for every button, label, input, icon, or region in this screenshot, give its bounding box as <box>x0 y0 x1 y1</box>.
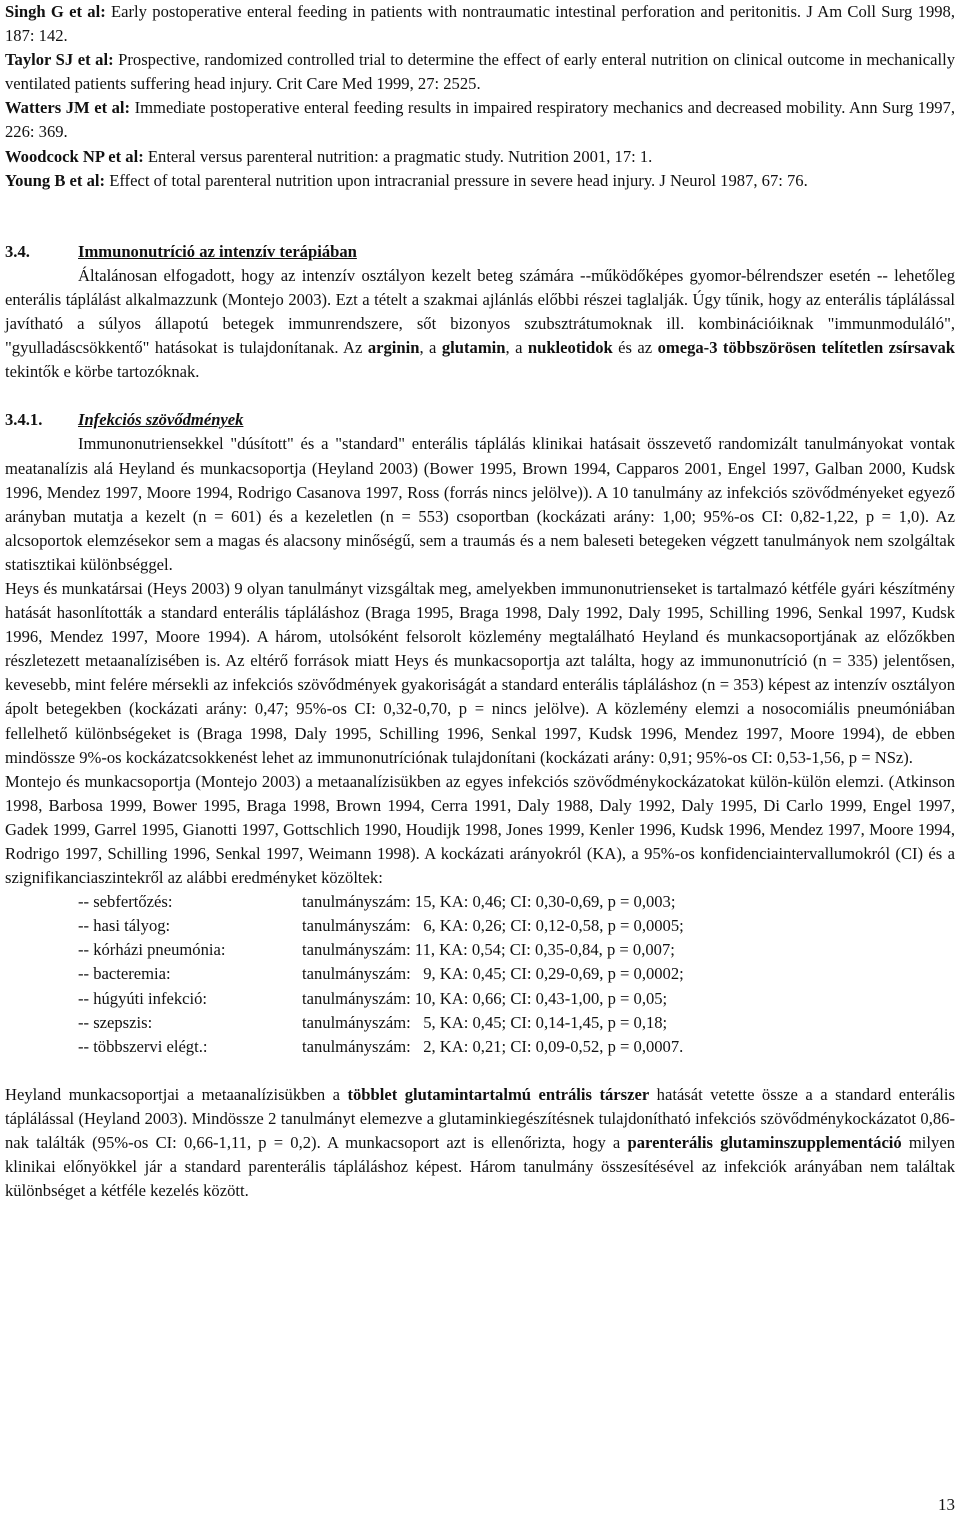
reference-item <box>5 145 955 169</box>
list-item: -- bacteremia: tanulmányszám: 9, KA: 0,45; CI: 0,29-0,69, p = 0,0002; <box>78 964 684 984</box>
reference-author: Young B et al: <box>5 170 106 190</box>
subsection-number: 3.4.1. <box>5 410 43 430</box>
paragraph: Immunonutriensekkel "dúsított" és a "standard" enterális táplálás klinikai hatásait összevető randomizált tanulmányokat vontak meatanalízis alá Heyland és munkacsoportja (Heyland 2003) (Bower 1995, Brown 1994, Capparos 2001, Engel 1997, Galban 2000, Kudsk 1996, Mendez 1997, Moore 1994, Rodrigo Casanova 1997, Ross (forrás nincs jelölve)). A 10 tanulmány az infekciós szövődményeket egyező arányban mutatja a kezelt (n = 601) és a kezeletlen (n = 553) csoportban (kockázati arány: 1,00; 95%-os CI: 0,82-1,22, p = 1,0). Az alcsoportok elemzésekor sem a magas és alacsony minőségű, sem a traumás és a nem baleseti betegeken végzett tanulmányok nem szolgáltak statisztikai különbséggel. <box>5 434 955 574</box>
subsection-heading <box>5 408 955 432</box>
reference-list <box>5 0 955 193</box>
reference-author: Singh G et al: <box>5 2 106 21</box>
section-number: 3.4. <box>5 241 30 261</box>
section-heading <box>5 240 955 264</box>
section-title: Immunonutríció az intenzív terápiában <box>78 241 357 261</box>
reference-text: Prospective, randomized controlled trial to determine the effect of early enteral nutrition on clinical outcome in mechanically ventilated patients suffering head injury. Crit Care Med 1999, 27: 2525. <box>5 50 955 94</box>
list-item: -- többszervi elégt.: tanulmányszám: 2, KA: 0,21; CI: 0,09-0,52, p = 0,0007. <box>78 1036 684 1056</box>
reference-text: Effect of total parenteral nutrition upon intracranial pressure in severe head injury. J Neurol 1987, 67: 76. <box>105 170 808 190</box>
reference-item <box>5 96 955 144</box>
paragraph: Heys és munkatársai (Heys 2003) 9 olyan tanulmányt vizsgáltak meg, amelyekben immunonutrienseket is tartalmazó kétféle gyári készítmény hatását hasonlították a standard enterális tápláláshoz (Braga 1995, Braga 1998, Daly 1992, Daly 1995, Schilling 1996, Senkal 1997, Kudsk 1996, Mendez 1997, Moore 1994). A három, utolsóként felsorolt közlemény megtalálható Heyland és munkacsoportjának az előzőkben részletezett metaanalízisében is. Az eltérő források miatt Heys és munkacsoportja azt találta, hogy az immunonutríció (n = 335) jelentősen, kevesebb, mint felére mérsekli az infekciós szövődmények gyakoriságát a standard enterális tápláláshoz (n = 353) képest az intenzív osztályon ápolt betegekben (kockázati arány: 0,47; 95%-os CI: 0,32-0,70, p = nincs jelölve). A közlemény elemzi a nosocomiális pneumóniában fellelhető különbségeket is (Braga 1998, Daly 1995, Schilling 1996, Senkal 1997, Kudsk 1996, Mendez 1997, Moore 1994), de ebben mindössze 9%-os kockázatcsokkenést lehet az immunonutríciónak tulajdonítani (kockázati arány: 0,91; 95%-os CI: 0,53-1,56, p = NSz). <box>5 578 955 767</box>
risk-ratio-list <box>78 890 955 1059</box>
paragraph: Heyland munkacsoportjai a metaanalízisükben a többlet glutamintartalmú entrális társzer hatását vetette össze a a standard enterális táplálással (Heyland 2003). Mindössze 2 tanulmányt elemezve a glutaminkiegészítésnek tulajdonítható infekciós szövődménykockázatot 0,86-nak találták (95%-os CI: 0,66-1,11, p = 0,2). A munkacsoport azt is ellenőrizta, hogy a parenterális glutaminszupplementáció milyen klinikai előnyökkel jár a standard parenterális tápláláshoz képest. Három tanulmány összesítésével az infekciók arányában nem találtak különbséget a kétféle kezelés között. <box>5 1084 955 1201</box>
reference-text: Immediate postoperative enteral feeding results in impaired respiratory mechanics and decreased mobility. Ann Surg 1997, 226: 369. <box>5 98 955 142</box>
list-item: -- kórházi pneumónia: tanulmányszám: 11, KA: 0,54; CI: 0,35-0,84, p = 0,007; <box>78 940 675 960</box>
reference-author: Taylor SJ et al: <box>5 50 114 70</box>
list-item: -- szepszis: tanulmányszám: 5, KA: 0,45; CI: 0,14-1,45, p = 0,18; <box>78 1012 668 1032</box>
reference-item <box>5 169 955 193</box>
reference-text: Early postoperative enteral feeding in patients with nontraumatic intestinal perforation and peritonitis. J Am Coll Surg 1998, 187: 142. <box>5 2 955 46</box>
subsection-title: Infekciós szövődmények <box>78 410 244 430</box>
section-paragraph: Általánosan elfogadott, hogy az intenzív osztályon kezelt beteg számára --működőképes gyomor-bélrendszer esetén -- lehetőleg enterális táplálást alkalmazzunk (Montejo 2003). Ezt a tételt a szakmai ajlánlás előbbi részei taglalják. Úgy tűnik, hogy az enterális táplálással javítható a súlyos állapotú betegek immunrendszere, sőt bizonyos szubsztrátumoknak ill. kombinációiknak "immunmoduláló", "gyulladáscsökkentő" hatásokat is tulajdonítanak. Az arginin, a glutamin, a nukleotidok és az omega-3 többszörösen telítetlen zsírsavak tekintők e körbe tartozóknak. <box>5 265 956 382</box>
reference-author: Woodcock NP et al: <box>5 146 144 166</box>
list-item: -- sebfertőzés: tanulmányszám: 15, KA: 0,46; CI: 0,30-0,69, p = 0,003; <box>78 892 676 912</box>
list-item: -- húgyúti infekció: tanulmányszám: 10, KA: 0,66; CI: 0,43-1,00, p = 0,05; <box>78 988 668 1008</box>
paragraph: Montejo és munkacsoportja (Montejo 2003) a metaanalízisükben az egyes infekciós szövődménykockázatokat külön-külön elemzi. (Atkinson 1998, Barbosa 1999, Bower 1995, Braga 1998, Brown 1994, Cerra 1991, Daly 1988, Daly 1992, Daly 1995, Di Carlo 1999, Engel 1997, Gadek 1999, Garrel 1995, Gianotti 1997, Gottschlich 1990, Houdijk 1998, Jones 1999, Kenler 1996, Kudsk 1996, Mendez 1997, Moore 1994, Rodrigo 1997, Schilling 1996, Senkal 1997, Weimann 1998). A kockázati arányokról (KA), a 95%-os konfidenciaintervallumokról (CI) és a szignifikanciaszintekről az alábbi eredményket közöltek: <box>5 771 955 888</box>
reference-text: Enteral versus parenteral nutrition: a pragmatic study. Nutrition 2001, 17: 1. <box>143 146 653 166</box>
list-item: -- hasi tályog: tanulmányszám: 6, KA: 0,26; CI: 0,12-0,58, p = 0,0005; <box>78 916 684 936</box>
reference-author: Watters JM et al: <box>5 98 131 118</box>
document-page <box>5 0 955 1203</box>
reference-item <box>5 48 955 96</box>
page-number: 13 <box>938 1495 955 1514</box>
reference-item <box>5 0 955 48</box>
